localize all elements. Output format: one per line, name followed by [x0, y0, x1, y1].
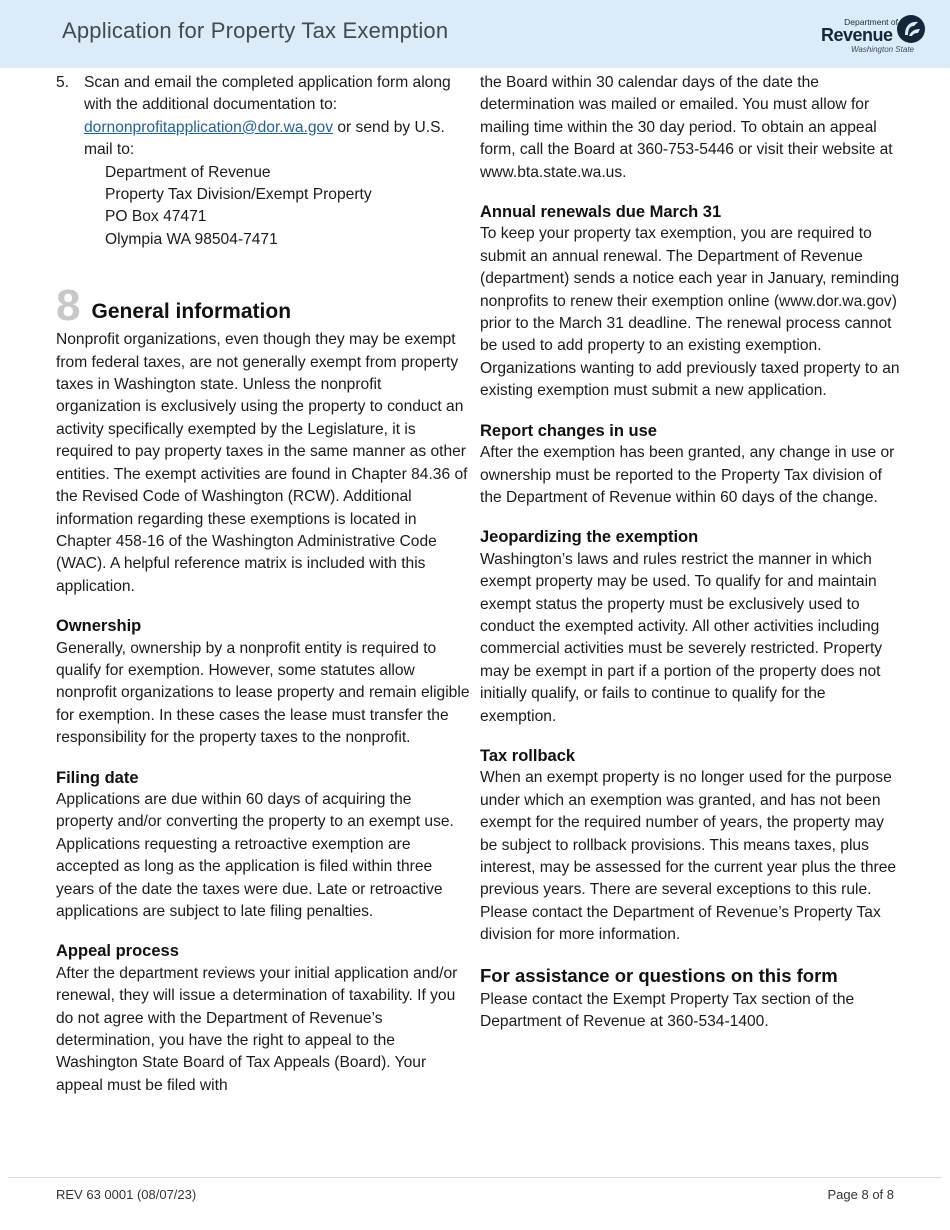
mailing-address — [84, 162, 470, 252]
email-link[interactable]: dornonprofitapplication@dor.wa.gov — [84, 118, 334, 136]
logo-revenue-text: Revenue — [821, 25, 893, 45]
rollback-heading: Tax rollback — [480, 746, 576, 765]
section-number: 8 — [56, 281, 81, 331]
footer-divider — [8, 1177, 942, 1178]
rollback-paragraph: When an exempt property is no longer used for the purpose under which an exemption was granted, and has not been exempt for the required number of years, the property may be subject to rollback provisions. This means taxes, plus interest, may be assessed for the current year plus the three previous years. There are several exceptions to this rule. Please contact the Department of Revenue’s Property Tax division for more information. — [480, 769, 897, 944]
step-5-body — [84, 72, 470, 251]
renewals-paragraph: To keep your property tax exemption, you are required to submit an annual renewal. The Department of Revenue (department) sends a notice each year in January, reminding nonprofits to renew their exemption online (www.dor.wa.gov) prior to the March 31 deadline. The renewal process cannot be used to add property to an existing exemption. Organizations wanting to add previously taxed property to an existing exemption must submit a new application. — [480, 225, 900, 400]
ownership-paragraph: Generally, ownership by a nonprofit entity is required to qualify for exemption. However, some statutes allow nonprofit organizations to lease property and remain eligible for exemption. In these cases the lease must transfer the responsibility for the property taxes to the nonprofit. — [56, 639, 470, 747]
revenue-logo-icon — [896, 14, 926, 44]
step-5-number: 5. — [56, 74, 70, 91]
step-5-text: Scan and email the completed application form along with the additional documentation to: — [84, 74, 451, 114]
form-id: REV 63 0001 (08/07/23) — [56, 1187, 197, 1202]
filing-date-heading: Filing date — [56, 768, 139, 787]
appeal-paragraph-continued: the Board within 30 calendar days of the date the determination was mailed or emailed. You must allow for mailing time within the 30 day period. To obtain an appeal form, call the Board at 360-753-5446 or visit their website at www.bta.state.wa.us. — [480, 74, 893, 181]
step-5-text-after: or send by U.S. mail to: — [84, 118, 445, 159]
address-line: Property Tax Division/Exempt Property — [105, 186, 372, 204]
step-5 — [56, 72, 470, 251]
assistance-heading: For assistance or questions on this form — [480, 964, 838, 986]
changes-heading: Report changes in use — [480, 421, 657, 440]
header-title: Application for Property Tax Exemption — [62, 18, 449, 43]
assistance-paragraph: Please contact the Exempt Property Tax section of the Department of Revenue at 360-534-1400. — [480, 990, 855, 1031]
section-heading — [56, 281, 470, 331]
dor-logo — [818, 12, 930, 58]
right-column — [480, 72, 900, 1033]
logo-state-text: Washington State — [850, 45, 914, 54]
renewals-heading: Annual renewals due March 31 — [480, 203, 722, 222]
filing-date-paragraph: Applications are due within 60 days of acquiring the property and/or converting the property to an exempt use. Applications requesting a retroactive exemption are accepted as long as the application is filed within three years of the date the taxes were due. Late or retroactive applications are subject to late filing penalties. — [56, 790, 454, 920]
address-line: PO Box 47471 — [105, 208, 207, 226]
appeal-heading: Appeal process — [56, 942, 179, 961]
section-title: General information — [91, 300, 292, 324]
page-header — [0, 0, 950, 68]
jeopardizing-paragraph: Washington’s laws and rules restrict the manner in which exempt property may be used. To qualify for and maintain exempt status the property must be exclusively used to conduct the exempted activity. All other activities including commercial activities must be severely restricted. Property may be exempt in part if a portion of the property does not initially qualify, or fails to continue to qualify for the exemption. — [480, 550, 883, 725]
address-line: Olympia WA 98504-7471 — [105, 230, 278, 248]
general-info-paragraph: Nonprofit organizations, even though they may be exempt from federal taxes, are not generally exempt from property taxes in Washington state. Unless the nonprofit organization is exclusively using the property to conduct an activity specifically exempted by the Legislature, it is required to pay property taxes in the same manner as other entities. The exempt activities are found in Chapter 84.36 of the Revised Code of Washington (RCW). Additional information regarding these exemptions is located in Chapter 458-16 of the Washington Administrative Code (WAC). A helpful reference matrix is included with this application. — [56, 331, 468, 595]
changes-paragraph: After the exemption has been granted, any change in use or ownership must be reported to the Property Tax division of the Department of Revenue within 60 days of the change. — [480, 444, 895, 506]
logo-dept-text: Department of — [844, 17, 898, 27]
page-number: Page 8 of 8 — [827, 1187, 894, 1202]
appeal-paragraph: After the department reviews your initial application and/or renewal, they will issue a determination of taxability. If you do not agree with the Department of Revenue’s determination, you have the right to appeal to the Washington State Board of Tax Appeals (Board). Your appeal must be filed with — [56, 964, 458, 1094]
ownership-heading: Ownership — [56, 617, 142, 636]
address-line: Department of Revenue — [105, 163, 271, 181]
jeopardizing-heading: Jeopardizing the exemption — [480, 528, 699, 547]
left-column — [56, 72, 470, 1097]
